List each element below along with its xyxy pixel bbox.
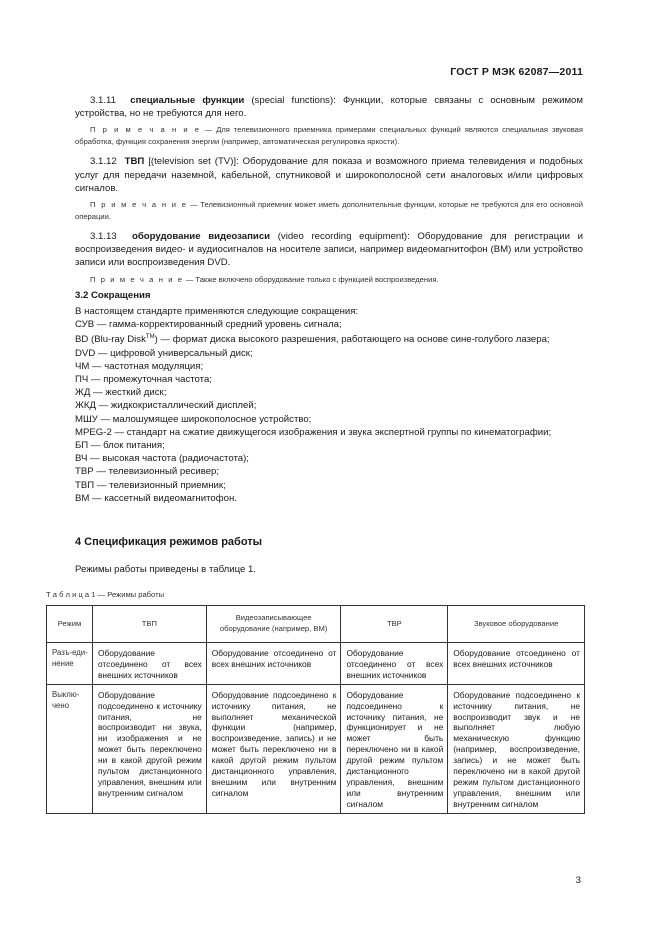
definition-text: [(television set (TV)]: Оборудование для показа и возможного приема телевидения и подобных услуг для передачи наземной, кабельной, спутниковой и широкополосной сети аналоговых и/или цифровых сигналов. (75, 156, 583, 194)
abbr-item: ВЧ — высокая частота (радиочастота); (75, 453, 249, 465)
note-label: П р и м е ч а н и е (90, 200, 188, 210)
abbr-item: MPEG-2 — стандарт на сжатие движущегося изображения и звука экспертной группы по кинематографии; (75, 426, 552, 438)
abbr-item: СУВ — гамма-корректированный средний уровень сигнала; (75, 319, 342, 331)
clause-number: 3.1.11 (90, 95, 116, 106)
col-header-video: Видеозаписывающее оборудование (например, ВМ) (206, 606, 341, 643)
note-2 (75, 199, 583, 223)
table-caption: Т а б л и ц а 1 — Режимы работы (46, 590, 165, 599)
table-header-row (47, 606, 585, 643)
clause-number: 3.1.13 (90, 231, 117, 243)
note-3 (75, 274, 583, 286)
definition-3-1-12 (75, 155, 583, 195)
table-cell: Оборудование подсоединено к источнику питания, не воспроизводит ни звука, ни изображения и не может быть переключено ни в какой другой режим пультом дистанционного управления, внешним или внутренним сигналом (92, 684, 206, 813)
table-cell: Оборудование подсоединено к источнику питания, не воспроизводит звук и не выполняет любую механическую функцию (например, воспроизведение, запись) и не может быть переключено ни в какой другой режим пультом дистанционного управления, внешним или внутренним сигналом (448, 684, 585, 813)
term: ТВП (124, 156, 145, 168)
term: оборудование видеозаписи (131, 231, 271, 243)
abbr-item: МШУ — малошумящее широкополосное устройство; (75, 413, 312, 425)
note-1 (75, 124, 583, 148)
abbr-item: DVD — цифровой универсальный диск; (75, 347, 253, 359)
abbr-item: БП — блок питания; (75, 440, 165, 452)
modes-table (46, 605, 585, 814)
definition-3-1-11 (75, 94, 583, 120)
section-4-title: 4 Спецификация режимов работы (75, 536, 263, 548)
note-text: — Для телевизионного приемника примерами специальных функций являются специальная звуковая обработка, функция сохранения энергии (например, автоматическая регулировка яркости). (75, 125, 584, 147)
table-row (47, 684, 585, 813)
abbr-item: ТВР — телевизионный ресивер; (75, 466, 220, 478)
note-label: П р и м е ч а н и е (90, 274, 184, 284)
definitions-block (75, 94, 583, 505)
table-cell: Оборудование отсоединено от всех внешних источников (92, 643, 206, 685)
col-header-mode: Режим (47, 606, 93, 643)
note-text: — Телевизионный приемник может иметь дополнительные функции, которые не требуются для его основной операции. (75, 200, 584, 222)
abbr-item: ТВП — телевизионный приемник; (75, 479, 226, 491)
table-cell: Оборудование отсоединено от всех внешних источников (448, 643, 585, 685)
definition-text: (video recording equipment): Оборудование для регистрации и воспроизведения видео- и аудиосигналов на носителе записи, например видеомагнитофон (ВМ) или устройство записи или воспроизведения DVD. (75, 231, 583, 269)
note-text: — Также включено оборудование только с функцией воспроизведения. (183, 274, 439, 284)
table-cell: Оборудование подсоединено к источнику питания, не функционирует и не может быть переключено ни в какой другой режим пультом дистанционного управления, внешним или внутренним сигналом (341, 684, 448, 813)
abbr-item: ЖКД — жидкокристаллический дисплей; (75, 400, 257, 412)
abbr-item-bd: BD (Blu-ray Disk™) — формат диска высокого разрешения, работающего на основе сине-голубого лазера; (75, 334, 550, 346)
definition-text: (special functions): Функции, которые связаны с основным режимом устройства, но не требуются для него. (75, 95, 583, 120)
document-code: ГОСТ Р МЭК 62087—2011 (450, 66, 583, 78)
note-label: П р и м е ч а н и е (90, 125, 201, 135)
table-row (47, 643, 585, 685)
abbreviations-intro: В настоящем стандарте применяются следующие сокращения: (75, 305, 359, 317)
page-number: 3 (575, 875, 581, 886)
col-header-receiver: ТВР (341, 606, 448, 643)
definition-3-1-13 (75, 230, 583, 270)
abbreviations-heading: 3.2 Сокращения (75, 289, 151, 301)
section-4-intro: Режимы работы приведены в таблице 1. (75, 564, 256, 575)
col-header-tv: ТВП (92, 606, 206, 643)
mode-cell: Разъ-еди-нение (47, 643, 93, 685)
abbr-item: ВМ — кассетный видеомагнитофон. (75, 492, 237, 504)
abbr-item: ЧМ — частотная модуляция; (75, 360, 204, 372)
table-cell: Оборудование подсоединено к источнику питания, не выполняет механической функции (например, воспроизведение, запись) и не может быть переключено ни в какой другой режим пультом дистанционного управления, внешним или внутренним сигналом (206, 684, 341, 813)
table-cell: Оборудование отсоединено от всех внешних источников (341, 643, 448, 685)
table-cell: Оборудование отсоединено от всех внешних источников (206, 643, 341, 685)
clause-number: 3.1.12 (90, 156, 117, 168)
mode-cell: Выклю-чено (47, 684, 93, 813)
term: специальные функции (130, 95, 245, 106)
abbr-item: ЖД — жесткий диск; (75, 387, 167, 399)
col-header-audio: Звуковое оборудование (448, 606, 585, 643)
abbr-item: ПЧ — промежуточная частота; (75, 374, 212, 386)
